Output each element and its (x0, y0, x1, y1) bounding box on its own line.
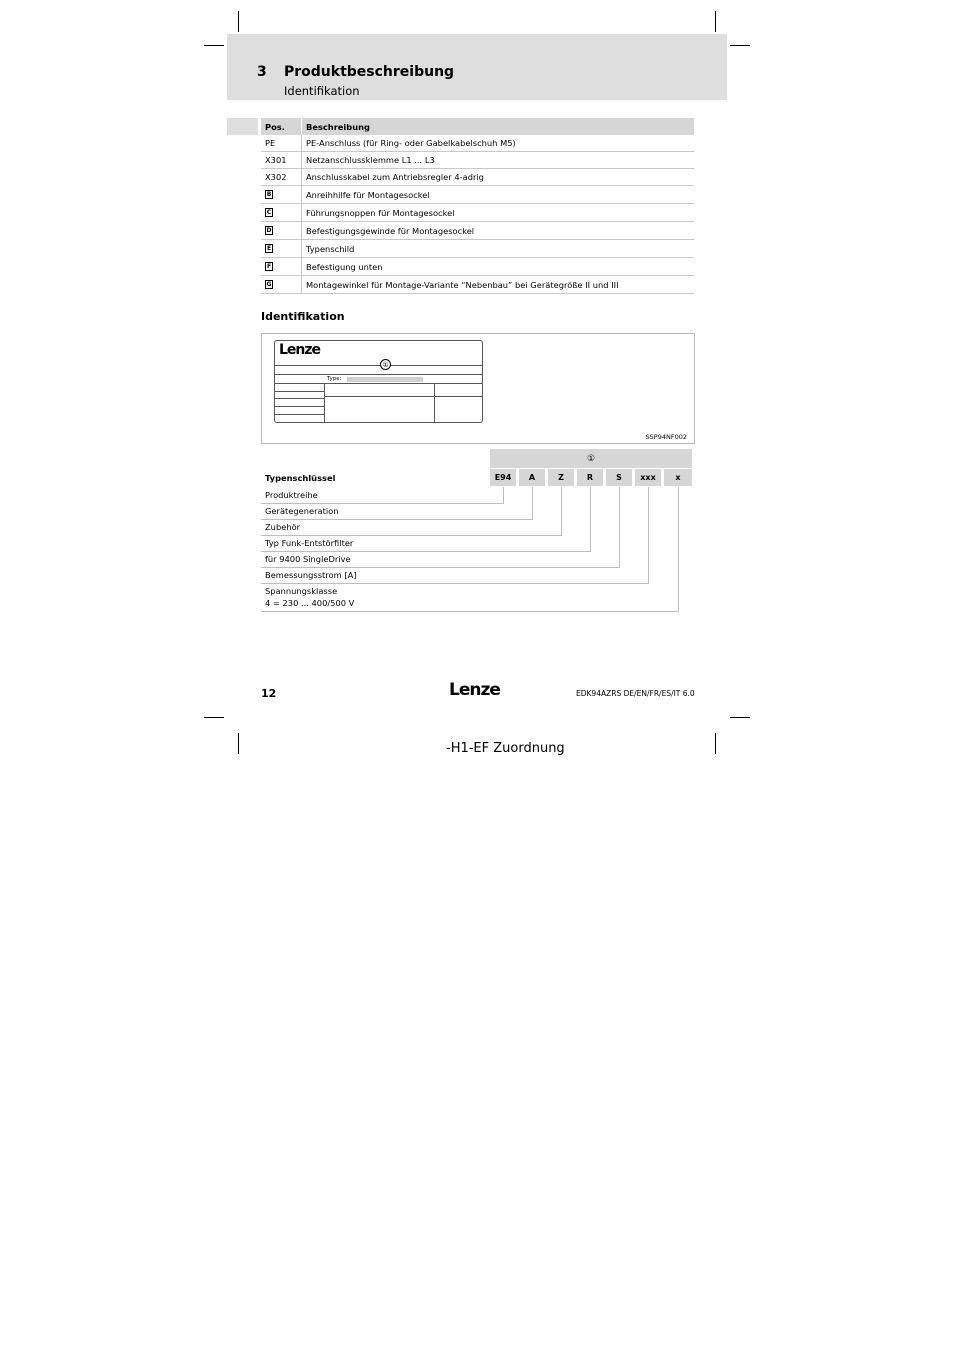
type-code-label: für 9400 SingleDrive (265, 554, 351, 564)
table-row (261, 186, 694, 204)
legend-table (261, 118, 694, 294)
type-code-segment: R (577, 469, 603, 486)
position-marker: F (266, 262, 272, 270)
desc-cell: Anreihhilfe für Montagesockel (306, 189, 430, 200)
type-code-segment: Z (548, 469, 574, 486)
lenze-logo: Lenze (279, 342, 321, 358)
crop-mark (730, 45, 750, 46)
lenze-logo: Lenze (449, 680, 500, 700)
crop-mark (730, 717, 750, 718)
column-header-desc: Beschreibung (306, 121, 370, 132)
position-marker: G (266, 280, 272, 288)
desc-cell: PE-Anschluss (für Ring- oder Gabelkabelschuh M5) (306, 138, 516, 148)
pos-cell: X301 (261, 152, 302, 168)
type-code-label: Zubehör (265, 522, 301, 532)
type-code-segment: x (664, 469, 692, 486)
table-row (261, 135, 694, 152)
type-code-segment: A (519, 469, 545, 486)
type-code-segment: E94 (490, 469, 516, 486)
chapter-title: Produktbeschreibung (284, 64, 455, 80)
type-code-label: Produktreihe (265, 490, 318, 500)
table-header (261, 118, 694, 135)
crop-mark (715, 733, 716, 754)
side-tab (227, 118, 258, 135)
position-marker: E (266, 244, 272, 252)
table-row (261, 152, 694, 169)
callout-marker: ① (380, 359, 391, 370)
type-code-callout: ① (490, 449, 692, 468)
type-code-label: Bemessungsstrom [A] (265, 570, 357, 580)
voltage-note: 4 = 230 ... 400/500 V (265, 598, 355, 608)
pos-cell: PE (261, 135, 302, 151)
type-code-label: Spannungsklasse (265, 586, 338, 596)
page-number: 12 (261, 687, 277, 700)
pos-cell: X302 (261, 169, 302, 185)
crop-mark (204, 45, 224, 46)
type-code-label: Gerätegeneration (265, 506, 339, 516)
type-code-segment: S (606, 469, 632, 486)
crop-mark (238, 733, 239, 754)
table-row (261, 204, 694, 222)
document-code: EDK94AZRS DE/EN/FR/ES/IT 6.0 (576, 689, 695, 698)
position-marker: B (266, 190, 272, 198)
type-code-segment: xxx (635, 469, 661, 486)
section-title: Identifikation (261, 310, 345, 323)
desc-cell: Netzanschlussklemme L1 ... L3 (306, 155, 435, 165)
nameplate (274, 340, 483, 423)
desc-cell: Befestigung unten (306, 261, 383, 272)
table-row (261, 169, 694, 186)
type-field (347, 377, 423, 382)
desc-cell: Typenschild (306, 243, 355, 254)
figure-code: SSP94NF002 (645, 433, 687, 441)
type-code-label: Typ Funk-Entstörfilter (265, 538, 354, 548)
position-marker: D (266, 226, 272, 234)
column-header-pos: Pos. (261, 118, 302, 135)
type-code-heading: Typenschlüssel (265, 473, 336, 483)
desc-cell: Befestigungsgewinde für Montagesockel (306, 225, 475, 236)
desc-cell: Führungsnoppen für Montagesockel (306, 207, 455, 218)
table-row (261, 222, 694, 240)
table-row (261, 258, 694, 276)
type-label: Type: (327, 376, 342, 382)
position-marker: C (266, 208, 272, 216)
table-row (261, 276, 694, 294)
table-row (261, 240, 694, 258)
crop-mark (238, 11, 239, 32)
crop-mark (204, 717, 224, 718)
desc-cell: Montagewinkel für Montage-Variante “Nebenbau” bei Gerätegröße II und III (306, 279, 619, 290)
desc-cell: Anschlusskabel zum Antriebsregler 4-adrig (306, 172, 484, 182)
crop-mark (715, 11, 716, 32)
chapter-subtitle: Identifikation (284, 84, 360, 98)
nameplate-figure (261, 333, 695, 444)
page-caption: -H1-EF Zuordnung (446, 741, 565, 756)
chapter-number: 3 (257, 64, 267, 80)
